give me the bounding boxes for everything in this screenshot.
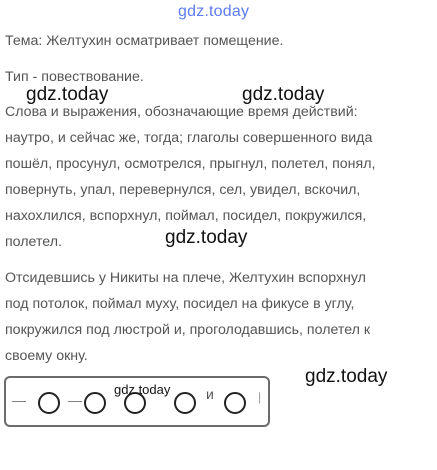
- tick-mark: |: [258, 390, 262, 404]
- dash-mark: —: [68, 392, 82, 408]
- watermark-top: gdz.today: [178, 3, 250, 20]
- watermark-middle: gdz.today: [165, 227, 248, 248]
- watermark-scheme: gdz.today: [114, 382, 171, 397]
- theme-line: Тема: Желтухин осматривает помещение.: [5, 33, 284, 49]
- circle-mark: [224, 392, 246, 414]
- sentence-line-3: покружился под люстрой и, проголодавшись, полетел к: [5, 322, 371, 338]
- words-line-1: Слова и выражения, обозначающие время действий:: [5, 104, 358, 120]
- words-line-3: пошёл, просунул, осмотрелся, прыгнул, полетел, понял,: [5, 156, 376, 172]
- words-line-5: нахохлился, вспорхнул, поймал, посидел, покружился,: [5, 208, 367, 224]
- scheme-conjunction: и: [206, 386, 214, 402]
- circle-mark: [174, 392, 196, 414]
- sentence-line-1: Отсидевшись у Никиты на плече, Желтухин вспорхнул: [5, 270, 366, 286]
- sentence-line-4: своему окну.: [5, 348, 88, 364]
- circle-mark: [84, 392, 106, 414]
- watermark-right: gdz.today: [242, 84, 325, 105]
- words-line-4: повернуть, упал, перевернулся, сел, увидел, вскочил,: [5, 182, 361, 198]
- sentence-scheme: [4, 376, 270, 427]
- dash-mark: —: [12, 392, 26, 408]
- words-line-6: полетел.: [5, 234, 62, 250]
- words-line-2: наутро, и сейчас же, тогда; глаголы совершенного вида: [5, 130, 373, 146]
- circle-mark: [38, 392, 60, 414]
- watermark-left: gdz.today: [26, 84, 109, 105]
- type-line: Тип - повествование.: [5, 69, 144, 85]
- watermark-lower: gdz.today: [305, 366, 388, 387]
- sentence-line-2: под потолок, поймал муху, посидел на фикусе в углу,: [5, 296, 355, 312]
